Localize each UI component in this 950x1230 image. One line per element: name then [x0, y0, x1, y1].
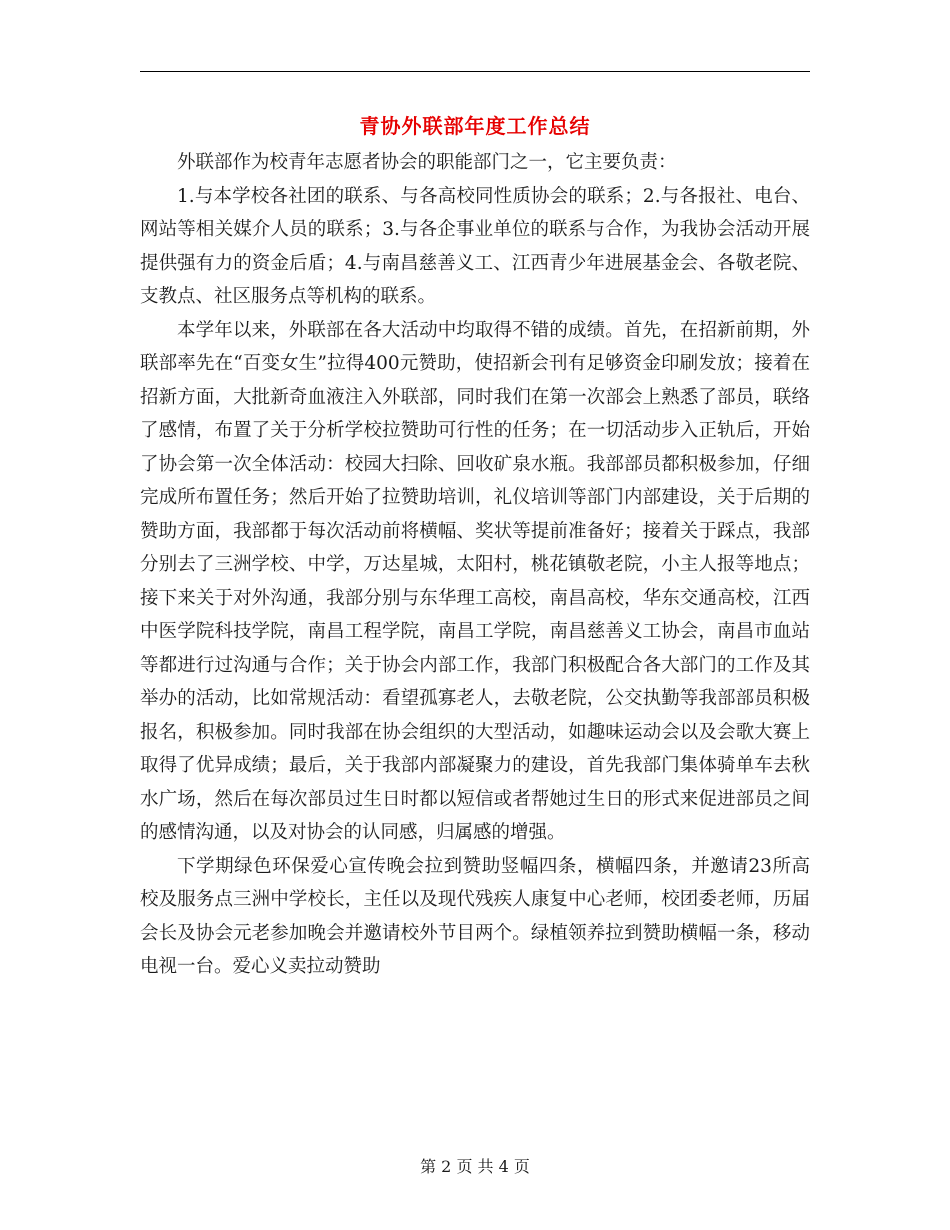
- document-body: [140, 146, 810, 984]
- page-number: 第 2 页 共 4 页: [420, 1157, 530, 1176]
- paragraph-intro: 外联部作为校青年志愿者协会的职能部门之一，它主要负责：: [177, 152, 677, 173]
- paragraph-next-semester: 下学期绿色环保爱心宣传晚会拉到赞助竖幅四条，横幅四条，并邀请23所高校及服务点三洲中学校长，主任以及现代残疾人康复中心老师，校团委老师，历届会长及协会元老参加晚会并邀请校外节目两个。绿植领养拉到赞助横幅一条，移动电视一台。爱心义卖拉动赞助: [140, 855, 810, 977]
- paragraph-achievements: 本学年以来，外联部在各大活动中均取得不错的成绩。首先，在招新前期，外联部率先在“百变女生”拉得400元赞助，使招新会刊有足够资金印刷发放；接着在招新方面，大批新奇血液注入外联部，同时我们在第一次部会上熟悉了部员，联络了感情，布置了关于分析学校拉赞助可行性的任务；在一切活动步入正轨后，开始了协会第一次全体活动：校园大扫除、回收矿泉水瓶。我部部员都积极参加，仔细完成所布置任务；然后开始了拉赞助培训，礼仪培训等部门内部建设，关于后期的赞助方面，我部都于每次活动前将横幅、奖状等提前准备好；接着关于踩点，我部分别去了三洲学校、中学，万达星城，太阳村，桃花镇敬老院，小主人报等地点；接下来关于对外沟通，我部分别与东华理工高校，南昌高校，华东交通高校，江西中医学院科技学院，南昌工程学院，南昌工学院，南昌慈善义工协会，南昌市血站等都进行过沟通与合作；关于协会内部工作，我部门积极配合各大部门的工作及其举办的活动，比如常规活动：看望孤寡老人，去敬老院，公交执勤等我部部员积极报名，积极参加。同时我部在协会组织的大型活动，如趣味运动会以及会歌大赛上取得了优异成绩；最后，关于我部内部凝聚力的建设，首先我部门集体骑单车去秋水广场，然后在每次部员过生日时都以短信或者帮她过生日的形式来促进部员之间的感情沟通，以及对协会的认同感，归属感的增强。: [140, 319, 810, 843]
- document-title: 青协外联部年度工作总结: [359, 114, 591, 138]
- header-rule: [140, 71, 810, 72]
- paragraph-responsibilities: 1.与本学校各社团的联系、与各高校同性质协会的联系；2.与各报社、电台、网站等相关媒介人员的联系；3.与各企事业单位的联系与合作，为我协会活动开展提供强有力的资金后盾；4.与南昌慈善义工、江西青少年进展基金会、各敬老院、支教点、社区服务点等机构的联系。: [140, 185, 810, 307]
